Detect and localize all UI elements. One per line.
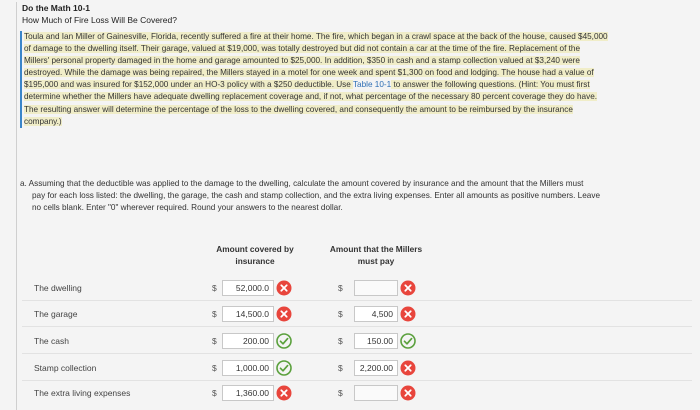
problem-line: $195,000 and was insured for $152,000 under an HO-3 policy with a $250 deductible. Use xyxy=(24,80,353,90)
row-divider xyxy=(22,353,692,354)
currency-symbol: $ xyxy=(212,363,217,373)
question-subtitle: How Much of Fire Loss Will Be Covered? xyxy=(22,15,177,25)
problem-line: destroyed. While the damage was being repaired, the Millers stayed in a motel for one week and spent $1,300 on food and lodging. The house had a value of xyxy=(24,68,594,78)
covered-amount-input[interactable]: 1,000.00 xyxy=(222,360,274,376)
covered-amount-input[interactable]: 1,360.00 xyxy=(222,385,274,401)
question-title: Do the Math 10-1 xyxy=(22,3,91,13)
part-a-line: a. Assuming that the deductible was applied to the damage to the dwelling, calculate the amount covered by insurance and the amount that the Millers must xyxy=(20,179,584,188)
column-header-line: Amount covered by xyxy=(216,244,294,254)
currency-symbol: $ xyxy=(338,309,343,319)
problem-line: to answer the following questions. (Hint: You must first xyxy=(391,80,590,90)
problem-line: The resulting answer will determine the percentage of the loss to the dwelling covered, and consequently the amount to be reimbursed by the insurance xyxy=(24,104,573,114)
currency-symbol: $ xyxy=(338,336,343,346)
column-header-covered xyxy=(200,243,310,267)
incorrect-x-icon xyxy=(400,306,416,322)
currency-symbol: $ xyxy=(338,388,343,398)
part-a-line: no cells blank. Enter "0" wherever required. Round your answers to the nearest dollar. xyxy=(32,203,343,212)
problem-line: company.) xyxy=(24,116,62,126)
row-label: Stamp collection xyxy=(34,363,97,373)
incorrect-x-icon xyxy=(276,385,292,401)
covered-amount-input[interactable]: 200.00 xyxy=(222,333,274,349)
column-header-line: Amount that the Millers xyxy=(329,244,423,254)
currency-symbol: $ xyxy=(338,363,343,373)
question-header xyxy=(22,2,692,128)
currency-symbol: $ xyxy=(212,283,217,293)
problem-line: Millers' personal property damaged in the home and garage amounted to $25,000. In addition, $350 in cash and a stamp collection valued at $3,240 were xyxy=(24,56,580,66)
covered-amount-input[interactable]: 14,500.0 xyxy=(222,306,274,322)
correct-check-icon xyxy=(276,333,292,349)
currency-symbol: $ xyxy=(338,283,343,293)
incorrect-x-icon xyxy=(400,385,416,401)
part-a-instructions xyxy=(20,178,692,214)
column-header-line: insurance xyxy=(235,256,275,266)
row-label: The cash xyxy=(34,336,69,346)
table-10-1-link[interactable]: Table 10-1 xyxy=(352,80,392,90)
currency-symbol: $ xyxy=(212,388,217,398)
problem-statement xyxy=(20,31,692,128)
incorrect-x-icon xyxy=(400,280,416,296)
pay-amount-input[interactable]: 2,200.00 xyxy=(354,360,398,376)
incorrect-x-icon xyxy=(400,360,416,376)
covered-amount-input[interactable]: 52,000.0 xyxy=(222,280,274,296)
problem-line: determine whether the Millers have adequate dwelling replacement coverage and, if not, what percentage of the necessary 80 percent coverage they do have. xyxy=(24,92,598,102)
row-divider xyxy=(22,300,692,301)
pay-amount-input[interactable]: 150.00 xyxy=(354,333,398,349)
row-divider xyxy=(22,326,692,327)
correct-check-icon xyxy=(400,333,416,349)
pay-amount-input[interactable] xyxy=(354,385,398,401)
part-a-line: pay for each loss listed: the dwelling, the garage, the cash and stamp collection, and the extra living expenses. Enter all amounts as positive numbers. Leave xyxy=(32,191,600,200)
column-header-line: must pay xyxy=(357,256,395,266)
row-label: The dwelling xyxy=(34,283,82,293)
pay-amount-input[interactable]: 4,500 xyxy=(354,306,398,322)
row-label: The garage xyxy=(34,309,78,319)
problem-line: of damage to the dwelling itself. Their garage, valued at $19,000, was totally destroyed but did not contain a car at the time of the fire. Replacement of the xyxy=(24,44,581,54)
incorrect-x-icon xyxy=(276,280,292,296)
pay-amount-input[interactable] xyxy=(354,280,398,296)
incorrect-x-icon xyxy=(276,306,292,322)
left-rule xyxy=(16,2,17,410)
row-label: The extra living expenses xyxy=(34,388,131,398)
currency-symbol: $ xyxy=(212,309,217,319)
currency-symbol: $ xyxy=(212,336,217,346)
row-divider xyxy=(22,380,692,381)
correct-check-icon xyxy=(276,360,292,376)
problem-line: Toula and Ian Miller of Gainesville, Florida, recently suffered a fire at their home. The fire, which began in a crawl space at the back of the house, caused $45,000 xyxy=(24,32,608,41)
column-header-pay xyxy=(318,243,434,267)
